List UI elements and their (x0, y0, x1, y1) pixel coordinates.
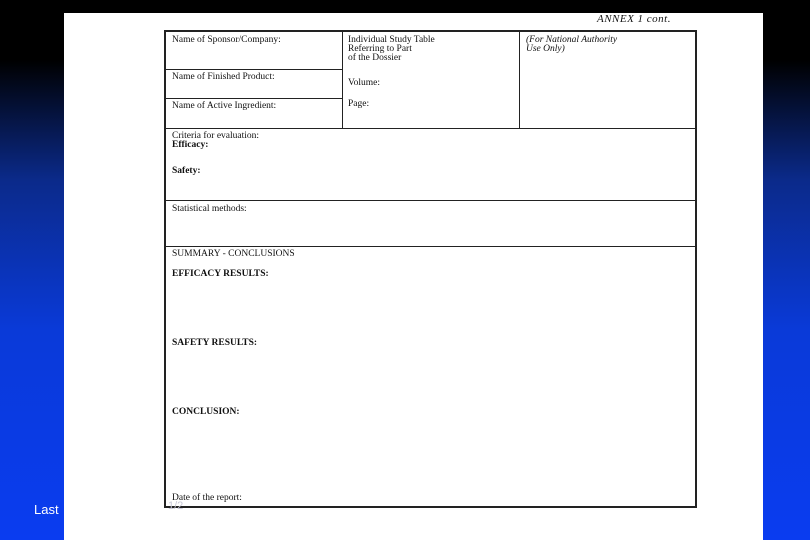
conclusion-label: CONCLUSION: (172, 407, 240, 417)
safety-results-label: SAFETY RESULTS: (172, 338, 258, 348)
row-line-criteria (166, 128, 695, 129)
page-label: Page: (348, 99, 370, 109)
volume-label: Volume: (348, 78, 381, 88)
header-left-line-1 (166, 69, 343, 70)
row-line-summary (166, 246, 695, 247)
study-synopsis-form (164, 30, 697, 508)
report-date-label: Date of the report: (172, 493, 242, 503)
study-table-line-2: Referring to Part (348, 44, 412, 54)
safety-label: Safety: (172, 166, 201, 176)
footer-page-number: 1/2 (168, 500, 184, 512)
annex-label: ANNEX 1 cont. (596, 13, 671, 25)
summary-title: SUMMARY - CONCLUSIONS (172, 249, 295, 259)
authority-line-2: Use Only) (526, 44, 565, 54)
active-ingredient-label: Name of Active Ingredient: (172, 101, 277, 111)
authority-line-1: (For National Authority (526, 35, 618, 45)
efficacy-results-label: EFFICACY RESULTS: (172, 269, 269, 279)
efficacy-label: Efficacy: (172, 140, 209, 150)
document-page (64, 13, 763, 540)
statistical-methods-label: Statistical methods: (172, 204, 247, 214)
study-table-line-1: Individual Study Table (348, 35, 435, 45)
finished-product-label: Name of Finished Product: (172, 72, 275, 82)
footer-text: Last (34, 502, 59, 517)
criteria-label: Criteria for evaluation: (172, 131, 260, 141)
header-divider-1 (342, 32, 343, 128)
header-left-line-2 (166, 98, 343, 99)
header-divider-2 (519, 32, 520, 128)
sponsor-label: Name of Sponsor/Company: (172, 35, 281, 45)
study-table-line-3: of the Dossier (348, 53, 402, 63)
row-line-statistical (166, 200, 695, 201)
